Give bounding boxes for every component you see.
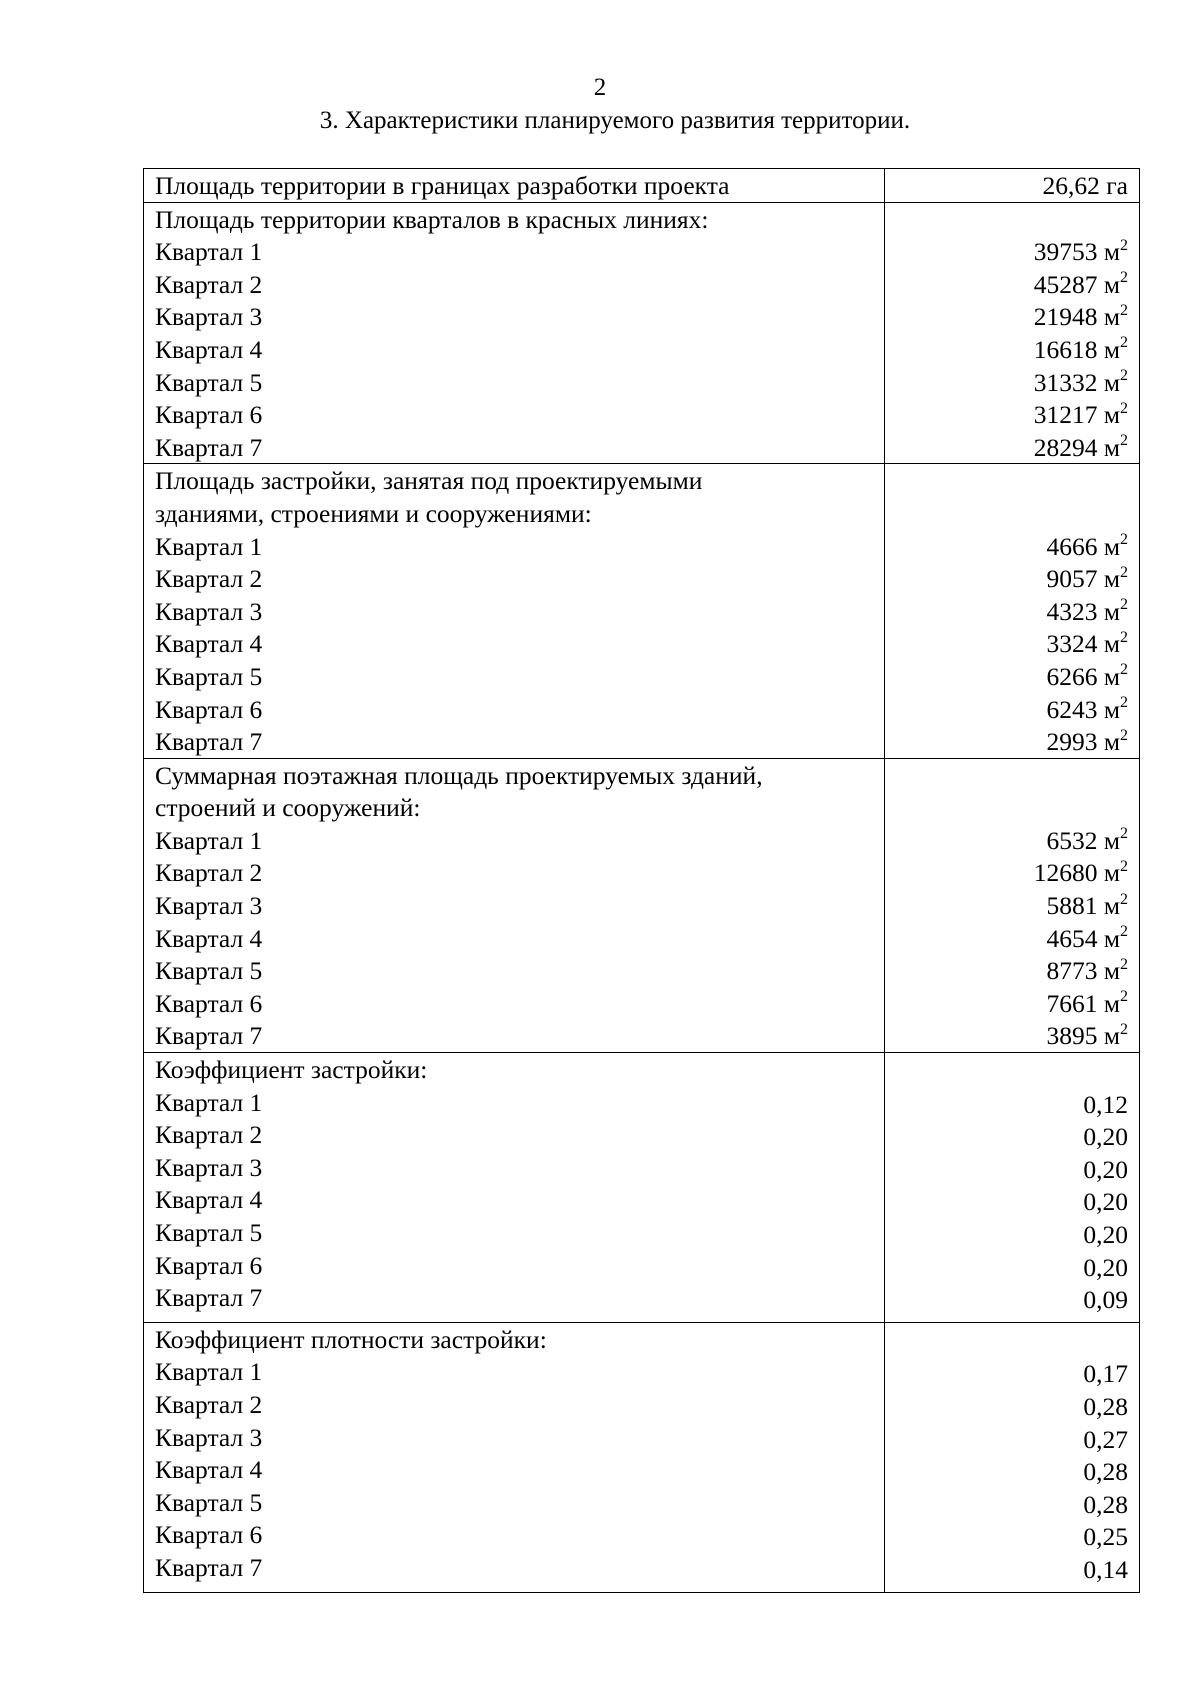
quarter-value	[885, 987, 1128, 1020]
characteristics-table	[143, 168, 1140, 1593]
unit-label: м	[1103, 400, 1120, 430]
quarter-value-number: 0,20	[1083, 1252, 1128, 1282]
quarter-label: Квартал 7	[155, 1021, 263, 1051]
table-section-row	[144, 169, 1140, 203]
quarter-value	[885, 562, 1128, 595]
blank-line	[885, 1323, 1128, 1356]
unit-label: м	[1103, 531, 1120, 561]
parameter-value-cell	[885, 1053, 1140, 1323]
quarter-label: Квартал 7	[155, 1552, 263, 1582]
quarter-value-number: 6266	[1046, 661, 1098, 691]
quarter-value	[885, 1251, 1128, 1284]
unit-power: 2	[1120, 269, 1128, 287]
unit-label: м	[1103, 269, 1120, 299]
unit-power: 2	[1120, 1020, 1128, 1038]
quarter-value	[885, 1390, 1128, 1423]
quarter-value	[885, 1488, 1128, 1521]
quarter-label: Квартал 1	[155, 531, 263, 561]
quarter-value	[885, 235, 1128, 268]
parameter-name-cell	[144, 1322, 885, 1592]
unit-power: 2	[1120, 857, 1128, 875]
quarter-label: Квартал 5	[155, 367, 263, 397]
unit-power: 2	[1120, 531, 1128, 549]
quarter-label: Квартал 2	[155, 1120, 263, 1150]
section-title-line: Суммарная поэтажная площадь проектируемых зданий,	[155, 760, 763, 790]
quarter-value	[885, 595, 1128, 628]
blank-line	[885, 759, 1128, 792]
quarter-label: Квартал 2	[155, 858, 263, 888]
quarter-label: Квартал 6	[155, 694, 263, 724]
quarter-value-number: 39753	[1033, 237, 1098, 267]
section-title-line: Коэффициент застройки:	[155, 1055, 428, 1085]
section-title-line: Площадь территории в границах разработки проекта	[155, 171, 730, 200]
parameter-name-cell	[144, 202, 885, 464]
unit-power: 2	[1120, 236, 1128, 254]
blank-line	[885, 1053, 1128, 1086]
table-section-row	[144, 1053, 1140, 1323]
quarter-value-number: 0,27	[1083, 1424, 1128, 1454]
unit-label: м	[1103, 1021, 1120, 1051]
quarter-value-number: 0,09	[1083, 1285, 1128, 1315]
quarter-value	[885, 300, 1128, 333]
quarter-value-number: 0,20	[1083, 1220, 1128, 1249]
quarter-label: Квартал 1	[155, 237, 263, 267]
cell-bottom-gap	[155, 1584, 884, 1592]
quarter-value-number: 8773	[1046, 956, 1098, 986]
parameter-name-cell	[144, 169, 885, 203]
quarter-value	[885, 1153, 1128, 1186]
quarter-value	[885, 1553, 1128, 1586]
quarter-value-number: 31332	[1033, 367, 1098, 397]
parameter-name-cell	[144, 758, 885, 1052]
quarter-value	[885, 660, 1128, 693]
quarter-value	[885, 693, 1128, 726]
quarter-label: Квартал 3	[155, 596, 263, 626]
section-title-line: зданиями, строениями и сооружениями:	[155, 498, 592, 528]
quarter-value	[885, 398, 1128, 431]
unit-label: м	[1103, 367, 1120, 397]
quarter-value	[885, 366, 1128, 399]
quarter-label: Квартал 4	[155, 1455, 263, 1485]
quarter-value	[885, 725, 1128, 758]
quarter-value-number: 4666	[1046, 531, 1098, 561]
quarter-value-number: 3895	[1046, 1021, 1098, 1051]
unit-power: 2	[1120, 367, 1128, 385]
quarter-value-number: 0,25	[1083, 1522, 1128, 1552]
quarter-value	[885, 530, 1128, 563]
quarter-label: Квартал 5	[155, 1218, 263, 1247]
quarter-value	[885, 954, 1128, 987]
quarter-label: Квартал 4	[155, 629, 263, 659]
unit-label: м	[1103, 858, 1120, 888]
unit-label: м	[1103, 694, 1120, 724]
quarter-value-number: 21948	[1033, 302, 1098, 332]
page-number: 2	[593, 74, 607, 101]
unit-power: 2	[1120, 988, 1128, 1006]
unit-label: м	[1103, 237, 1120, 267]
blank-line	[885, 497, 1128, 530]
quarter-label: Квартал 6	[155, 1250, 263, 1280]
quarter-value	[885, 333, 1128, 366]
section-title-line: Коэффициент плотности застройки:	[155, 1324, 547, 1354]
quarter-value-number: 0,14	[1083, 1554, 1128, 1584]
quarter-value	[885, 1423, 1128, 1456]
quarter-value-number: 0,28	[1083, 1391, 1128, 1421]
quarter-value-number: 3324	[1046, 629, 1098, 659]
quarter-value	[885, 889, 1128, 922]
quarter-value-number: 45287	[1033, 269, 1098, 299]
unit-power: 2	[1120, 890, 1128, 908]
unit-label: м	[1103, 891, 1120, 921]
unit-power: 2	[1120, 301, 1128, 319]
quarter-label: Квартал 2	[155, 269, 263, 299]
blank-line	[885, 791, 1128, 824]
parameter-name-cell	[144, 1053, 885, 1323]
quarter-label: Квартал 7	[155, 727, 263, 757]
table-section-row	[144, 758, 1140, 1052]
quarter-label: Квартал 2	[155, 564, 263, 594]
quarter-value-number: 0,28	[1083, 1457, 1128, 1487]
quarter-value-number: 0,28	[1083, 1489, 1128, 1519]
unit-label: м	[1103, 302, 1120, 332]
quarter-value	[885, 1283, 1128, 1316]
unit-power: 2	[1120, 563, 1128, 581]
quarter-value	[885, 1218, 1128, 1251]
quarter-label: Квартал 7	[155, 432, 263, 462]
quarter-value	[885, 627, 1128, 660]
quarter-value	[885, 824, 1128, 857]
quarter-label: Квартал 3	[155, 891, 263, 921]
quarter-value-number: 7661	[1046, 988, 1098, 1018]
unit-label: м	[1103, 596, 1120, 626]
unit-power: 2	[1120, 825, 1128, 843]
unit-power: 2	[1120, 955, 1128, 973]
unit-power: 2	[1120, 661, 1128, 679]
quarter-value	[885, 856, 1128, 889]
cell-bottom-gap	[155, 1314, 884, 1322]
quarter-value-number: 6532	[1046, 825, 1098, 855]
table-body	[144, 169, 1140, 1593]
quarter-label: Квартал 6	[155, 988, 263, 1018]
unit-power: 2	[1120, 726, 1128, 744]
unit-label: м	[1103, 334, 1120, 364]
quarter-label: Квартал 3	[155, 1152, 263, 1182]
section-title-line: Площадь застройки, занятая под проектируемыми	[155, 466, 703, 496]
quarter-value-number: 16618	[1033, 334, 1098, 364]
quarter-value-number: 0,20	[1083, 1154, 1128, 1184]
quarter-value-number: 6243	[1046, 694, 1098, 724]
unit-label: м	[1103, 564, 1120, 594]
quarter-label: Квартал 5	[155, 661, 263, 691]
section-title-line: Площадь территории кварталов в красных линиях:	[155, 204, 709, 234]
section-title-line: строений и сооружений:	[155, 793, 421, 823]
quarter-value-number: 4323	[1046, 596, 1098, 626]
quarter-value-number: 0,20	[1083, 1187, 1128, 1217]
parameter-value-cell	[885, 758, 1140, 1052]
quarter-label: Квартал 4	[155, 923, 263, 953]
unit-label: м	[1103, 661, 1120, 691]
quarter-value-number: 12680	[1033, 858, 1098, 888]
unit-label: м	[1103, 727, 1120, 757]
unit-label: м	[1103, 825, 1120, 855]
quarter-label: Квартал 4	[155, 334, 263, 364]
unit-label: м	[1103, 432, 1120, 462]
table-section-row	[144, 202, 1140, 464]
blank-line	[885, 203, 1128, 236]
quarter-value	[885, 1357, 1128, 1390]
unit-power: 2	[1120, 432, 1128, 450]
parameter-value-cell	[885, 169, 1140, 203]
unit-label: м	[1103, 923, 1120, 953]
unit-label: м	[1103, 988, 1120, 1018]
quarter-value-number: 28294	[1033, 432, 1098, 462]
quarter-label: Квартал 6	[155, 1520, 263, 1550]
unit-power: 2	[1120, 923, 1128, 941]
unit-power: 2	[1120, 694, 1128, 711]
blank-line	[885, 464, 1128, 497]
quarter-value	[885, 922, 1128, 955]
quarter-value-number: 0,17	[1083, 1359, 1128, 1389]
quarter-label: Квартал 7	[155, 1283, 263, 1313]
quarter-value-number: 5881	[1046, 891, 1098, 921]
quarter-value	[885, 1120, 1128, 1153]
quarter-value	[885, 268, 1128, 301]
parameter-value-cell	[885, 464, 1140, 758]
quarter-label: Квартал 2	[155, 1389, 263, 1419]
quarter-value	[885, 1520, 1128, 1553]
section-heading: 3. Характеристики планируемого развития территории.	[319, 107, 911, 134]
quarter-value-number: 2993	[1046, 727, 1098, 757]
quarter-label: Квартал 1	[155, 1357, 263, 1387]
unit-power: 2	[1120, 399, 1128, 417]
quarter-label: Квартал 5	[155, 956, 263, 986]
quarter-label: Квартал 1	[155, 825, 263, 855]
quarter-value	[885, 1019, 1128, 1052]
quarter-value-number: 4654	[1046, 923, 1098, 953]
quarter-value	[885, 1455, 1128, 1488]
quarter-value	[885, 431, 1128, 464]
quarter-value	[885, 1185, 1128, 1218]
quarter-value-number: 9057	[1046, 564, 1098, 594]
table-section-row	[144, 1322, 1140, 1592]
table-section-row	[144, 464, 1140, 758]
unit-label: м	[1103, 956, 1120, 986]
quarter-value	[885, 1088, 1128, 1121]
quarter-label: Квартал 3	[155, 302, 263, 332]
unit-power: 2	[1120, 596, 1128, 614]
quarter-value-number: 31217	[1033, 400, 1098, 430]
parameter-name-cell	[144, 464, 885, 758]
quarter-value-number: 0,12	[1083, 1089, 1128, 1119]
unit-power: 2	[1120, 628, 1128, 646]
quarter-label: Квартал 6	[155, 400, 263, 430]
quarter-label: Квартал 5	[155, 1487, 263, 1517]
quarter-value-number: 0,20	[1083, 1122, 1128, 1152]
quarter-label: Квартал 4	[155, 1185, 263, 1215]
quarter-label: Квартал 1	[155, 1087, 263, 1117]
parameter-value-cell	[885, 1322, 1140, 1592]
unit-label: м	[1103, 629, 1120, 659]
total-area-value: 26,62 га	[1042, 171, 1128, 200]
parameter-value-cell	[885, 202, 1140, 464]
unit-power: 2	[1120, 334, 1128, 352]
quarter-label: Квартал 3	[155, 1422, 263, 1452]
